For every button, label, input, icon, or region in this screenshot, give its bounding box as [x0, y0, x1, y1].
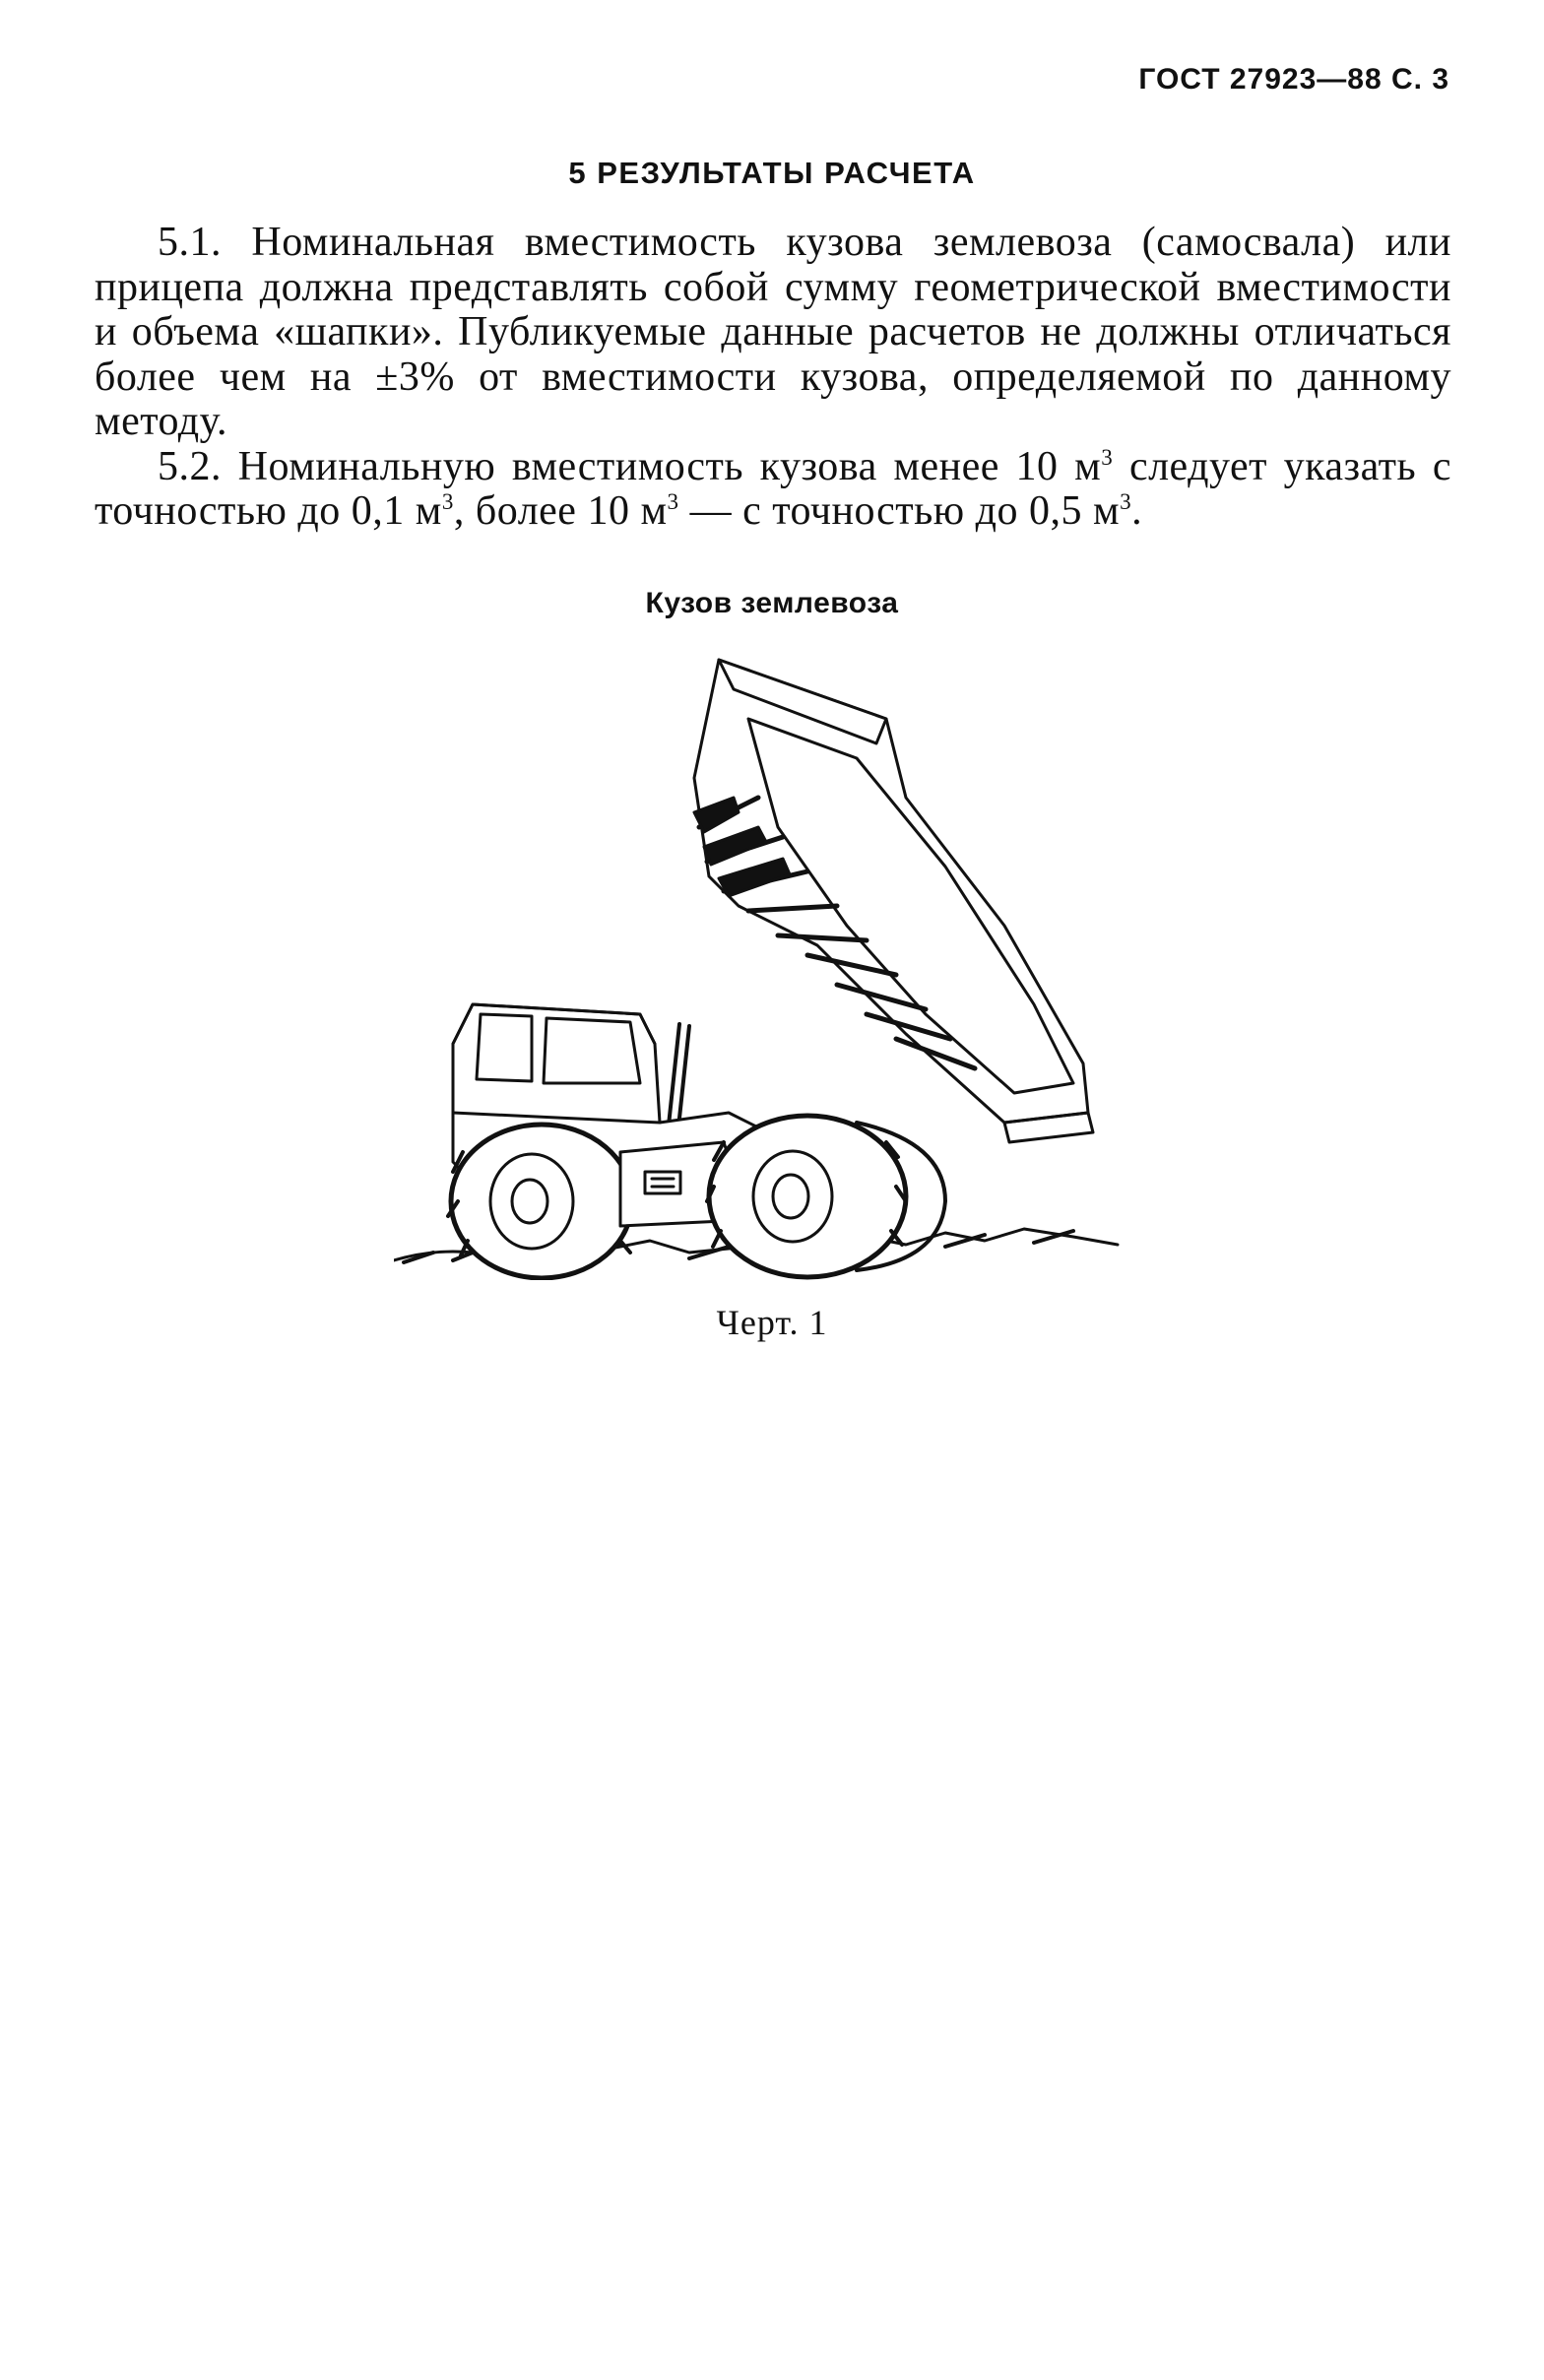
- dump-truck-figure: [394, 650, 1123, 1280]
- body-text: [95, 221, 1451, 535]
- dump-body-outline: [694, 660, 1088, 1123]
- p2-part-a: 5.2. Номинальную вместимость кузова менее 10 м: [158, 443, 1102, 489]
- superscript-3b: 3: [441, 488, 454, 514]
- figure-title: Кузов землевоза: [645, 587, 899, 619]
- superscript-3a: 3: [1101, 443, 1114, 470]
- dump-truck-illustration: [394, 650, 1123, 1280]
- section-title: 5 РЕЗУЛЬТАТЫ РАСЧЕТА: [568, 156, 976, 190]
- paragraph-5-2: [95, 445, 1451, 535]
- p2-part-e: .: [1131, 488, 1143, 534]
- figure-caption: Черт. 1: [716, 1303, 828, 1342]
- document-reference: ГОСТ 27923—88 С. 3: [1138, 63, 1449, 96]
- superscript-3d: 3: [1120, 488, 1132, 514]
- p2-part-c: , более 10 м: [453, 488, 668, 534]
- front-wheel-tire: [451, 1125, 632, 1278]
- p2-part-b: следует указать с точностью до 0,1 м: [95, 443, 1451, 534]
- p2-part-d: — с точностью до 0,5 м: [678, 488, 1121, 534]
- superscript-3c: 3: [667, 488, 679, 514]
- paragraph-5-1: 5.1. Номинальная вместимость кузова землевоза (самосвала) или прицепа должна представлять собой сумму геометрической вместимости и объема «шапки». Публикуемые данные расчетов не должны отличаться более чем на ±3% от вместимости кузова, определяемой по данному методу.: [95, 220, 1451, 444]
